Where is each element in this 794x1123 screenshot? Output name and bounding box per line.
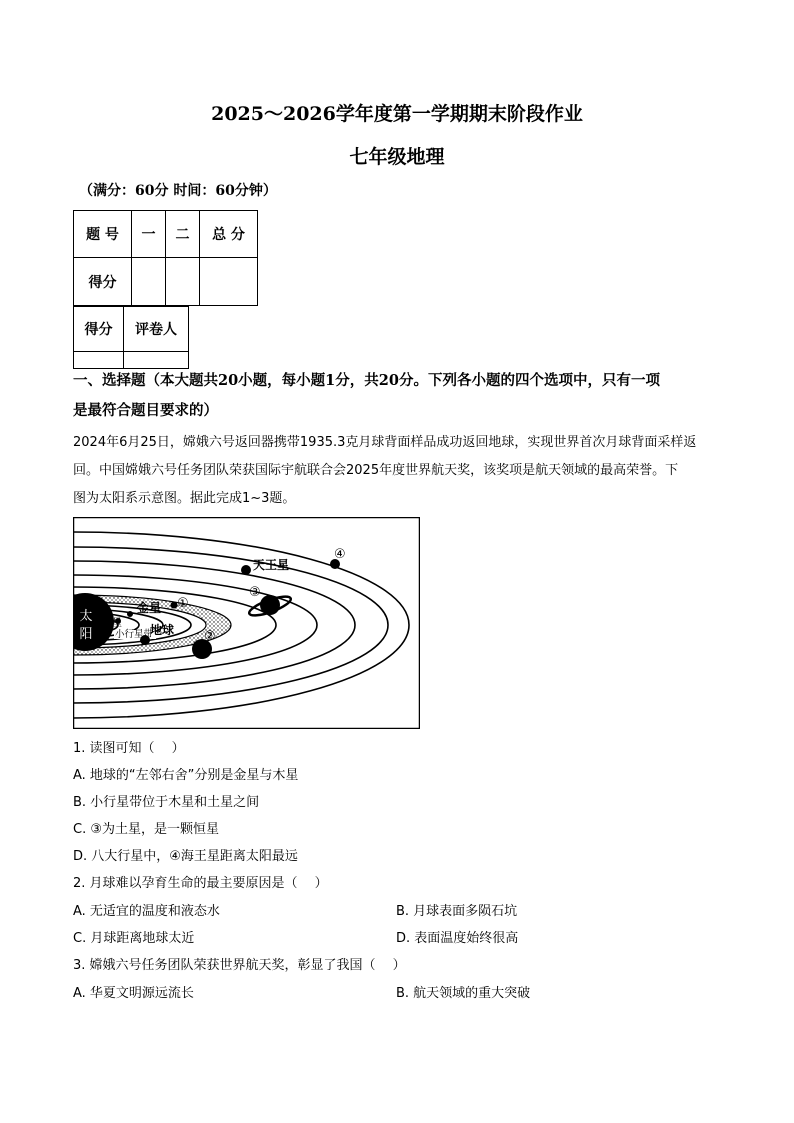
score-row-label: 得分 [74,258,132,306]
question-1-option-d[interactable]: D. 八大行星中，④海王星距离太阳最远 [73,849,298,864]
score-table [73,210,258,306]
grader-name-cell[interactable] [124,352,189,369]
passage-line-3: 图为太阳系示意图。据此完成1~3题。 [73,491,296,506]
passage-line-2: 回。中国嫦娥六号任务团队荣获国际宇航联合会2025年度世界航天奖，该奖项是航天领域的最高荣誉。下 [73,463,679,478]
score-cell-one[interactable] [132,258,166,306]
question-1-option-b[interactable]: B. 小行星带位于木星和土星之间 [73,795,260,810]
sun-label-2: 阳 [79,627,93,642]
question-1-option-c[interactable]: C. ③为土星，是一颗恒星 [73,822,219,837]
grader-table [73,306,189,369]
score-table-header-row [74,211,258,258]
question-2-option-d[interactable]: D. 表面温度始终很高 [396,931,519,946]
header-question-no: 题 号 [74,211,132,258]
document-subtitle: 七年级地理 [349,146,445,168]
score-time-info: （满分：60分 时间：60分钟） [79,183,277,199]
question-3-stem: 3. 嫦娥六号任务团队荣获世界航天奖，彰显了我国（ ） [73,958,406,973]
sun-label-1: 太 [79,609,93,624]
grader-entry-row [74,352,189,369]
question-2-option-c[interactable]: C. 月球距离地球太近 [73,931,195,946]
grader-name-label: 评卷人 [124,307,189,352]
planet-4-mark: ④ [334,547,346,562]
question-2-option-a[interactable]: A. 无适宜的温度和液态水 [73,904,220,919]
solar-system-diagram [73,517,420,729]
score-cell-total[interactable] [200,258,258,306]
earth-label: 地球 [150,623,175,637]
question-2-stem: 2. 月球难以孕育生命的最主要原因是（ ） [73,876,328,891]
passage-line-1: 2024年6月25日，嫦娥六号返回器携带1935.3克月球背面样品成功返回地球，实现世界首次月球背面采样返 [73,435,697,450]
question-1-stem: 1. 读图可知（ ） [73,741,185,756]
score-cell-two[interactable] [166,258,200,306]
document-title: 2025～2026学年度第一学期期末阶段作业 [211,103,583,125]
question-2-option-b[interactable]: B. 月球表面多陨石坑 [396,904,518,919]
grader-header-row [74,307,189,352]
venus-label: 金星 [137,601,162,615]
question-3-option-b[interactable]: B. 航天领域的重大突破 [396,986,531,1001]
grader-score-label: 得分 [74,307,124,352]
venus-icon [127,611,133,617]
uranus-label: 天王星 [253,558,290,572]
grader-score-cell[interactable] [74,352,124,369]
header-part-two: 二 [166,211,200,258]
question-3-option-a[interactable]: A. 华夏文明源远流长 [73,986,194,1001]
uranus-icon [241,565,251,575]
header-part-one: 一 [132,211,166,258]
planet-3-mark: ③ [249,585,261,600]
score-table-score-row [74,258,258,306]
mercury-label: 水星 [102,618,122,629]
section-heading-line2: 是最符合题目要求的） [73,402,218,419]
planet-2-mark: ② [204,629,216,644]
header-total: 总 分 [200,211,258,258]
asteroid-belt-label: 小行星带 [115,629,154,640]
planet-1-mark: ① [177,596,189,611]
question-1-option-a[interactable]: A. 地球的“左邻右舍”分别是金星与木星 [73,768,299,783]
planet-3-icon [260,595,280,615]
section-heading-line1: 一、选择题（本大题共20小题，每小题1分，共20分。下列各小题的四个选项中，只有一项 [73,372,660,389]
